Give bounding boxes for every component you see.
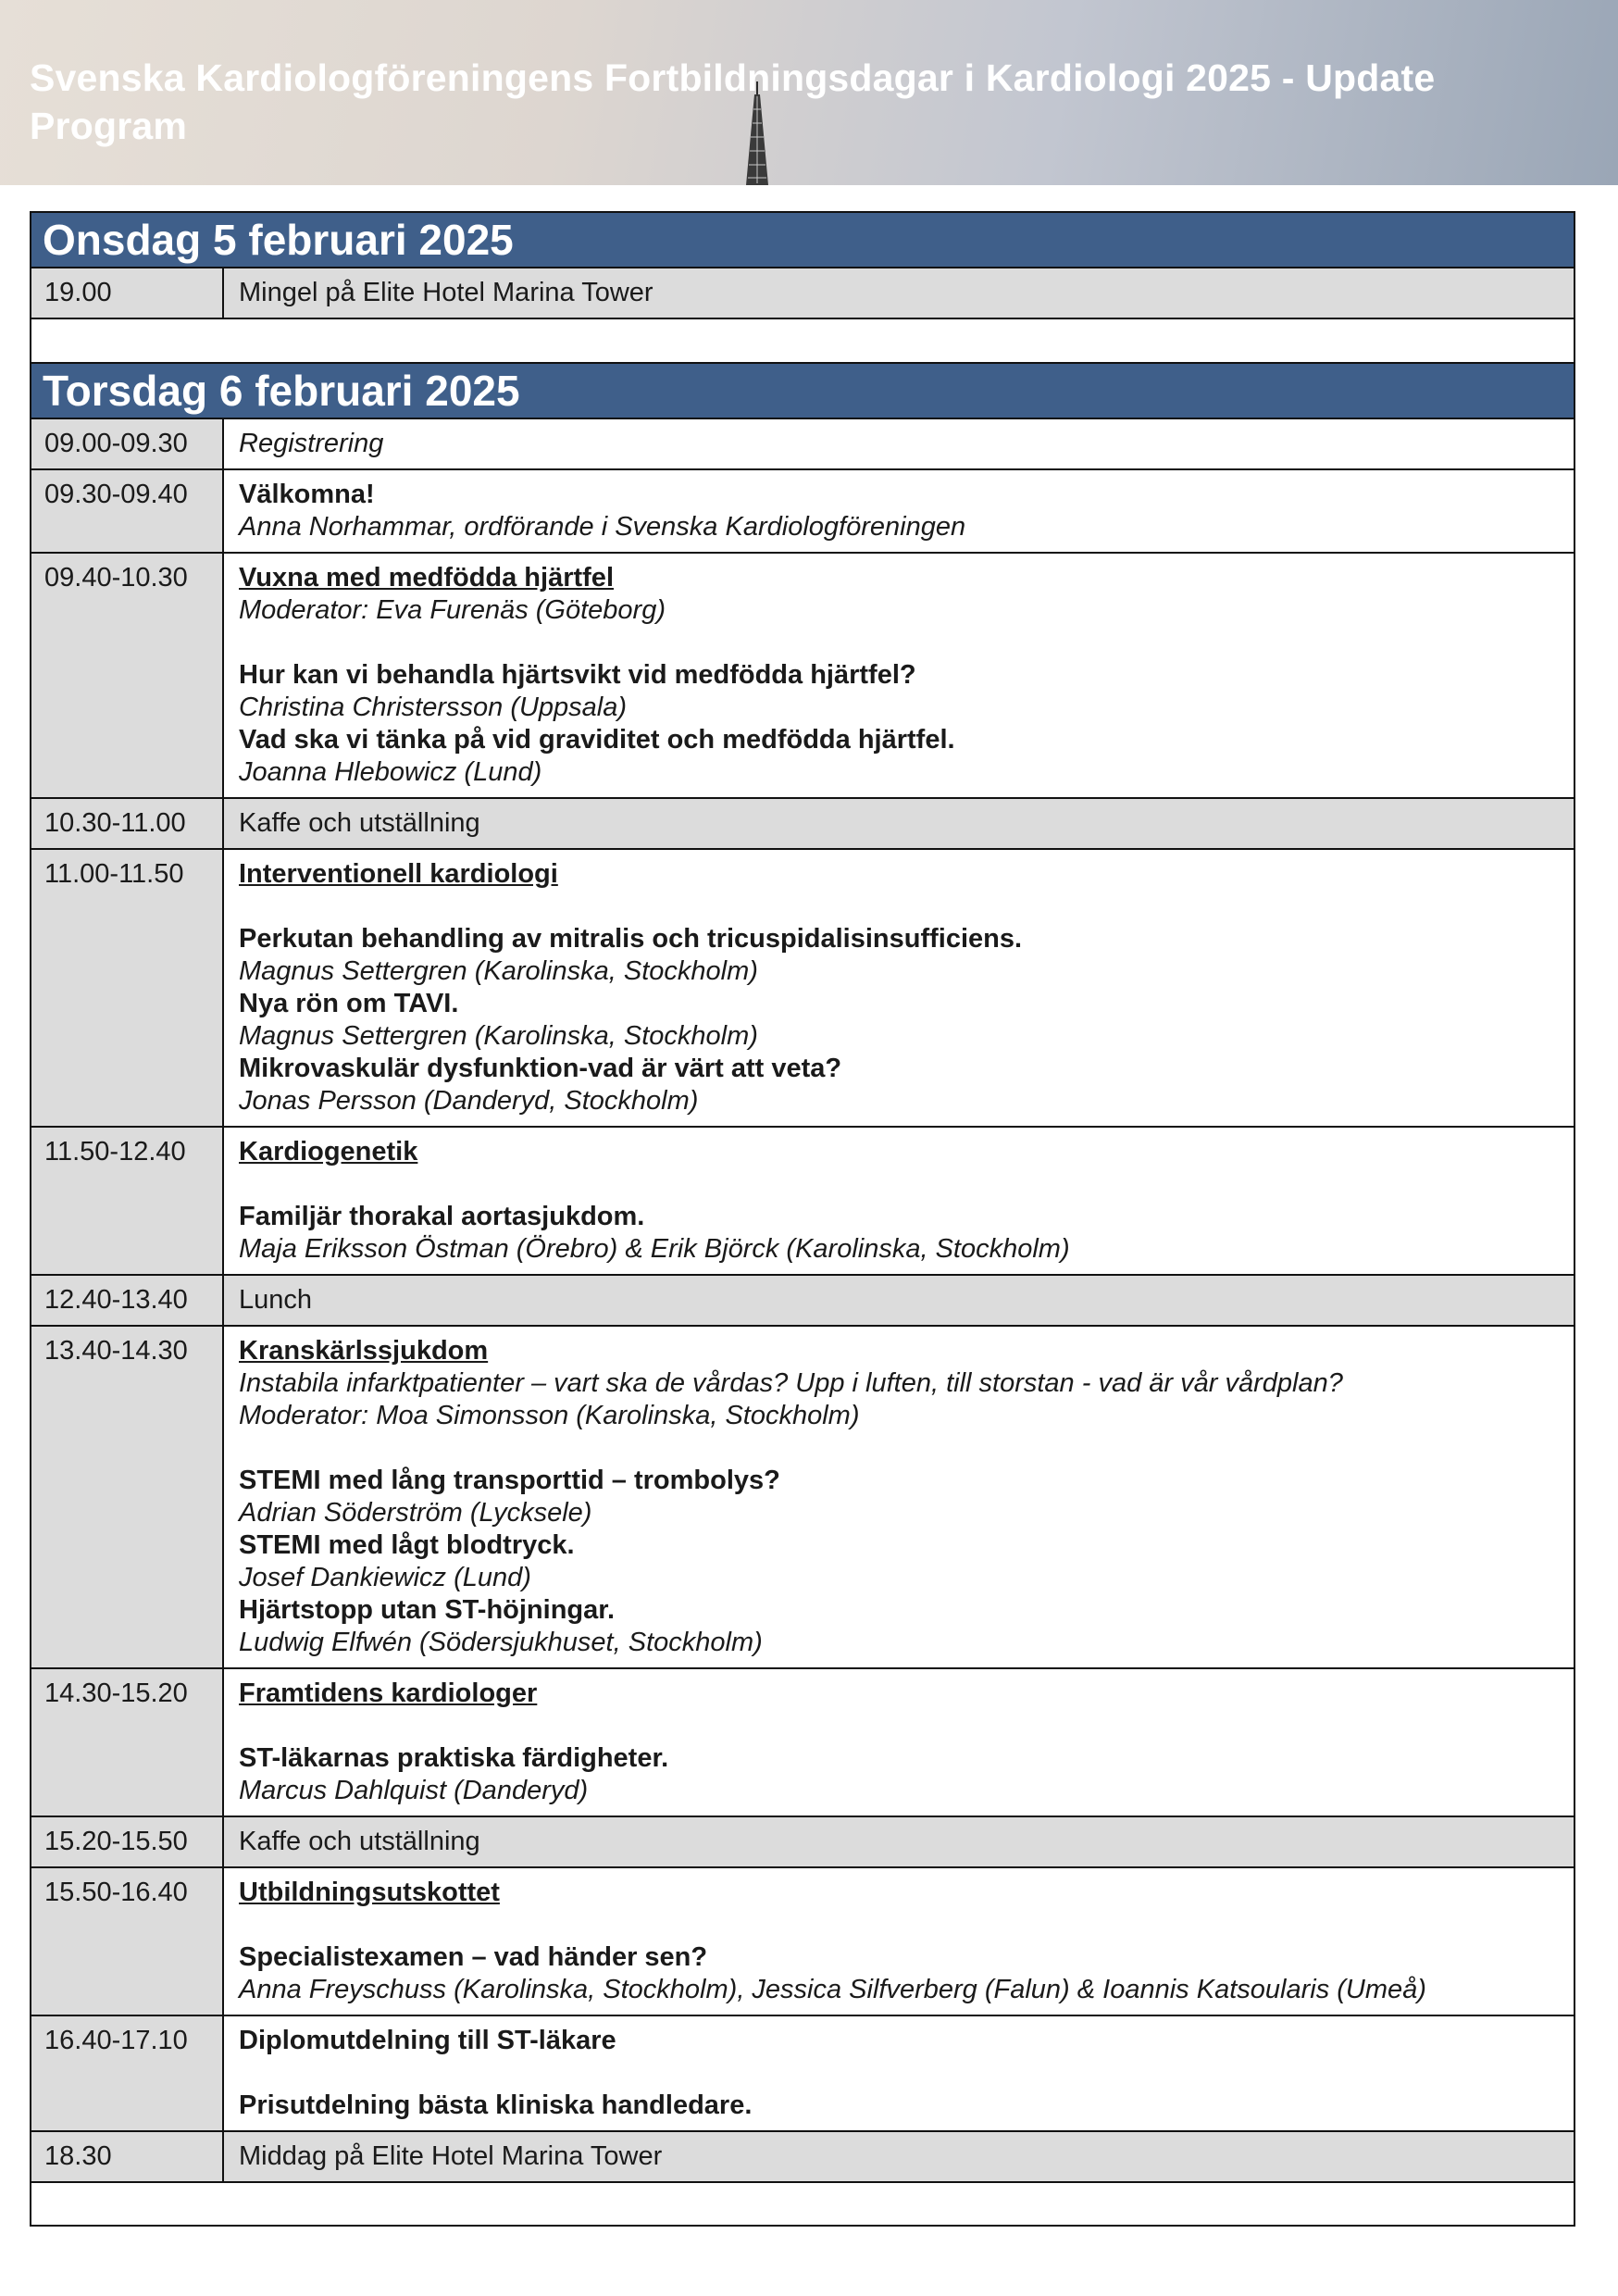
schedule-row xyxy=(31,1817,1574,1868)
schedule-row xyxy=(31,799,1574,850)
talk-title: Diplomutdelning till ST-läkare xyxy=(239,2026,616,2055)
session-cell xyxy=(224,1276,1574,1325)
session-heading: Vuxna med medfödda hjärtfel xyxy=(239,563,614,593)
talk-title: Vad ska vi tänka på vid graviditet och medfödda hjärtfel. xyxy=(239,725,955,755)
blank-line xyxy=(239,2057,1559,2090)
time-cell: 15.20-15.50 xyxy=(31,1817,224,1866)
schedule-row xyxy=(31,1327,1574,1669)
speaker-line: Jonas Persson (Danderyd, Stockholm) xyxy=(239,1086,699,1116)
schedule-row xyxy=(31,2016,1574,2132)
session-cell xyxy=(224,2016,1574,2130)
speaker-line: Joanna Hlebowicz (Lund) xyxy=(239,757,542,787)
page-title: Svenska Kardiologföreningens Fortbildningsdagar i Kardiologi 2025 - Update Program xyxy=(30,56,1436,147)
time-cell: 15.50-16.40 xyxy=(31,1868,224,2015)
schedule-row xyxy=(31,554,1574,799)
schedule-row xyxy=(31,1669,1574,1817)
session-cell xyxy=(224,470,1574,552)
time-cell: 18.30 xyxy=(31,2132,224,2181)
time-cell: 12.40-13.40 xyxy=(31,1276,224,1325)
speaker-line: Ludwig Elfwén (Södersjukhuset, Stockholm) xyxy=(239,1628,763,1657)
schedule-row xyxy=(31,419,1574,470)
talk-title: Hur kan vi behandla hjärtsvikt vid medfödda hjärtfel? xyxy=(239,660,916,690)
talk-title: Prisutdelning bästa kliniska handledare. xyxy=(239,2090,753,2120)
session-cell xyxy=(224,554,1574,797)
blank-line xyxy=(239,1432,1559,1465)
schedule-row xyxy=(31,1128,1574,1276)
talk-title: Mikrovaskulär dysfunktion-vad är värt att veta? xyxy=(239,1054,842,1083)
blank-line xyxy=(239,1710,1559,1742)
schedule-row xyxy=(31,2132,1574,2183)
speaker-line: Anna Freyschuss (Karolinska, Stockholm), Jessica Silfverberg (Falun) & Ioannis Katsoularis (Umeå) xyxy=(239,1975,1426,2004)
session-cell xyxy=(224,799,1574,848)
speaker-line: Adrian Söderström (Lycksele) xyxy=(239,1498,592,1528)
time-cell: 16.40-17.10 xyxy=(31,2016,224,2130)
speaker-line: Moderator: Moa Simonsson (Karolinska, Stockholm) xyxy=(239,1401,860,1430)
schedule-row xyxy=(31,1868,1574,2016)
time-cell: 19.00 xyxy=(31,268,224,318)
session-cell xyxy=(224,268,1574,318)
speaker-line: Anna Norhammar, ordförande i Svenska Kardiologföreningen xyxy=(239,512,966,542)
session-heading: Framtidens kardiologer xyxy=(239,1678,538,1708)
time-cell: 13.40-14.30 xyxy=(31,1327,224,1667)
speaker-line: Instabila infarktpatienter – vart ska de vårdas? Upp i luften, till storstan - vad är vår vårdplan? xyxy=(239,1368,1343,1398)
blank-row xyxy=(31,319,1574,364)
speaker-line: Marcus Dahlquist (Danderyd) xyxy=(239,1776,589,1805)
time-cell: 09.30-09.40 xyxy=(31,470,224,552)
day-header: Torsdag 6 februari 2025 xyxy=(31,364,1574,419)
session-text: Lunch xyxy=(239,1285,313,1315)
session-text: Mingel på Elite Hotel Marina Tower xyxy=(239,278,653,307)
program-table xyxy=(30,211,1575,2227)
session-cell xyxy=(224,1327,1574,1667)
time-cell: 14.30-15.20 xyxy=(31,1669,224,1816)
session-cell xyxy=(224,1669,1574,1816)
time-cell: 11.50-12.40 xyxy=(31,1128,224,1274)
schedule-row xyxy=(31,268,1574,319)
speaker-line: Christina Christersson (Uppsala) xyxy=(239,693,628,722)
session-text: Kaffe och utställning xyxy=(239,808,480,838)
session-cell xyxy=(224,2132,1574,2181)
session-cell xyxy=(224,1868,1574,2015)
session-cell xyxy=(224,1128,1574,1274)
blank-row xyxy=(31,2183,1574,2227)
talk-title: ST-läkarnas praktiska färdigheter. xyxy=(239,1743,669,1773)
day-header: Onsdag 5 februari 2025 xyxy=(31,213,1574,268)
blank-line xyxy=(239,1909,1559,1941)
speaker-line: Registrering xyxy=(239,429,384,458)
blank-line xyxy=(239,627,1559,659)
speaker-line: Josef Dankiewicz (Lund) xyxy=(239,1563,531,1592)
session-text: Middag på Elite Hotel Marina Tower xyxy=(239,2141,663,2171)
talk-title: Välkomna! xyxy=(239,480,375,509)
time-cell: 09.40-10.30 xyxy=(31,554,224,797)
talk-title: Perkutan behandling av mitralis och tricuspidalisinsufficiens. xyxy=(239,924,1023,954)
time-cell: 09.00-09.30 xyxy=(31,419,224,468)
session-cell xyxy=(224,1817,1574,1866)
session-cell xyxy=(224,850,1574,1126)
talk-title: Specialistexamen – vad händer sen? xyxy=(239,1942,708,1972)
session-heading: Utbildningsutskottet xyxy=(239,1878,500,1907)
session-text: Kaffe och utställning xyxy=(239,1827,480,1856)
talk-title: STEMI med lågt blodtryck. xyxy=(239,1530,575,1560)
header-banner xyxy=(0,0,1618,185)
talk-title: Nya rön om TAVI. xyxy=(239,989,459,1018)
time-cell: 10.30-11.00 xyxy=(31,799,224,848)
blank-line xyxy=(239,1168,1559,1201)
session-heading: Kardiogenetik xyxy=(239,1137,418,1167)
schedule-row xyxy=(31,1276,1574,1327)
talk-title: STEMI med lång transporttid – trombolys? xyxy=(239,1466,780,1495)
talk-title: Familjär thorakal aortasjukdom. xyxy=(239,1202,645,1231)
talk-title: Hjärtstopp utan ST-höjningar. xyxy=(239,1595,615,1625)
speaker-line: Moderator: Eva Furenäs (Göteborg) xyxy=(239,595,666,625)
time-cell: 11.00-11.50 xyxy=(31,850,224,1126)
session-heading: Kranskärlssjukdom xyxy=(239,1336,489,1366)
schedule-row xyxy=(31,470,1574,554)
blank-line xyxy=(239,891,1559,923)
speaker-line: Magnus Settergren (Karolinska, Stockholm) xyxy=(239,956,758,986)
speaker-line: Magnus Settergren (Karolinska, Stockholm) xyxy=(239,1021,758,1051)
session-heading: Interventionell kardiologi xyxy=(239,859,558,889)
session-cell xyxy=(224,419,1574,468)
schedule-row xyxy=(31,850,1574,1128)
speaker-line: Maja Eriksson Östman (Örebro) & Erik Björck (Karolinska, Stockholm) xyxy=(239,1234,1070,1264)
